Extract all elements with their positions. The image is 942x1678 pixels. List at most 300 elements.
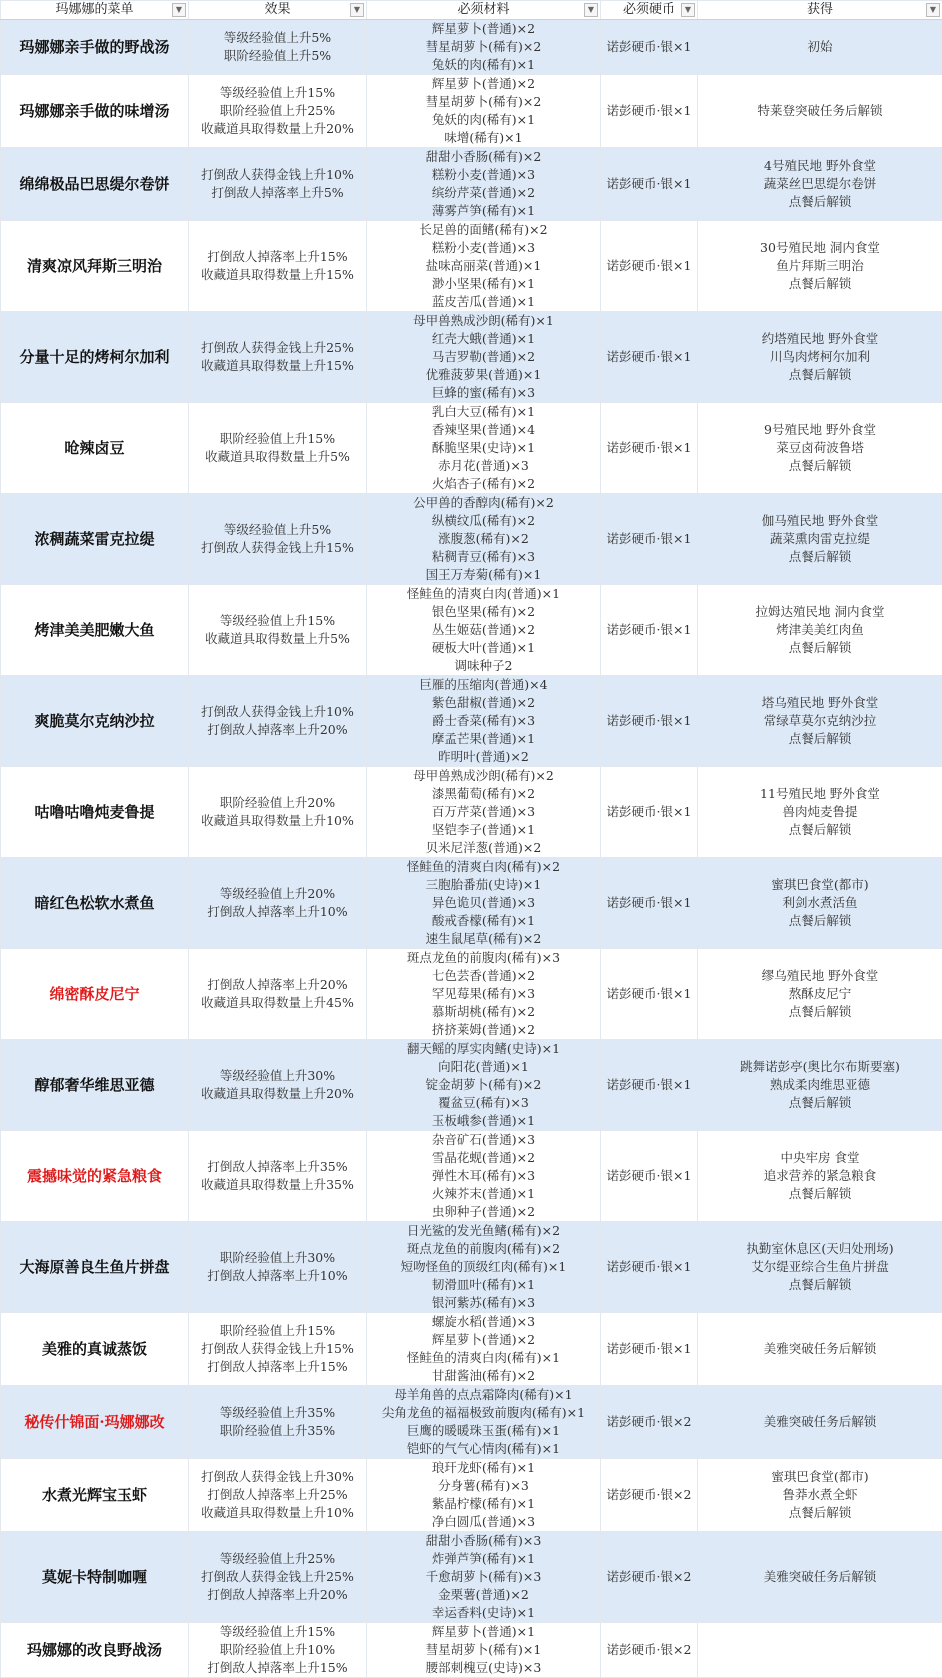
filter-dropdown-icon[interactable]: ▼: [350, 3, 364, 17]
table-row: [1, 1459, 942, 1532]
material-line: 缤纷芹菜(普通)×2: [367, 184, 600, 202]
effect-line: 收藏道具取得数量上升10%: [189, 812, 366, 830]
obtain-line: 跳舞诺彭亭(奥比尔布斯要塞): [698, 1058, 942, 1076]
materials-cell: [367, 1313, 601, 1386]
effect-line: 打倒敌人获得金钱上升25%: [189, 1568, 366, 1586]
materials-cell: [367, 767, 601, 858]
dish-name: 浓稠蔬菜雷克拉缇: [1, 494, 189, 585]
material-line: 粘稠青豆(稀有)×3: [367, 548, 600, 566]
header-materials: [367, 1, 601, 20]
coin-cell: 诺彭硬币·银×2: [601, 1459, 698, 1532]
effect-line: 职阶经验值上升35%: [189, 1422, 366, 1440]
obtain-line: 艾尔缇亚综合生鱼片拼盘: [698, 1258, 942, 1276]
obtain-line: 初始: [698, 38, 942, 56]
material-line: 短吻怪鱼的顶级红肉(稀有)×1: [367, 1258, 600, 1276]
material-line: 母甲兽熟成沙朗(稀有)×2: [367, 767, 600, 785]
material-line: 渺小坚果(稀有)×1: [367, 275, 600, 293]
table-row: [1, 403, 942, 494]
material-line: 铠虾的气气心情肉(稀有)×1: [367, 1440, 600, 1458]
dish-name: 绵密酥皮尼宁: [1, 949, 189, 1040]
header-label: 必须材料: [457, 2, 509, 17]
material-line: 尖角龙鱼的福福极致前腹肉(稀有)×1: [367, 1404, 600, 1422]
dish-name: 咕噜咕噜炖麦鲁提: [1, 767, 189, 858]
material-line: 母羊角兽的点点霜降肉(稀有)×1: [367, 1386, 600, 1404]
obtain-line: 特莱登突破任务后解锁: [698, 102, 942, 120]
material-line: 琅玕龙虾(稀有)×1: [367, 1459, 600, 1477]
obtain-cell: [698, 312, 942, 403]
material-line: 七色芸香(普通)×2: [367, 967, 600, 985]
filter-dropdown-icon[interactable]: ▼: [172, 3, 186, 17]
materials-cell: [367, 1222, 601, 1313]
dish-name: 玛娜娜的改良野战汤: [1, 1623, 189, 1678]
effect-line: 等级经验值上升15%: [189, 1623, 366, 1641]
effect-line: 职阶经验值上升5%: [189, 47, 366, 65]
material-line: 向阳花(普通)×1: [367, 1058, 600, 1076]
obtain-line: 鲁莽水煮全虾: [698, 1486, 942, 1504]
obtain-line: 点餐后解锁: [698, 193, 942, 211]
effect-line: 收藏道具取得数量上升20%: [189, 120, 366, 138]
material-line: 银河紫苏(稀有)×3: [367, 1294, 600, 1312]
effect-line: 打倒敌人掉落率上升15%: [189, 1358, 366, 1376]
filter-dropdown-icon[interactable]: ▼: [584, 3, 598, 17]
materials-cell: [367, 403, 601, 494]
effect-cell: [189, 585, 367, 676]
effect-cell: [189, 221, 367, 312]
dish-name: 绵绵极品巴思缇尔卷饼: [1, 148, 189, 221]
material-line: 净白圆瓜(普通)×3: [367, 1513, 600, 1531]
coin-cell: 诺彭硬币·银×1: [601, 1131, 698, 1222]
material-line: 玉板峨参(普通)×1: [367, 1112, 600, 1130]
material-line: 硬板大叶(普通)×1: [367, 639, 600, 657]
obtain-cell: [698, 1313, 942, 1386]
material-line: 辉星萝卜(普通)×2: [367, 1331, 600, 1349]
material-line: 罕见莓果(稀有)×3: [367, 985, 600, 1003]
dish-name: 玛娜娜亲手做的野战汤: [1, 20, 189, 75]
table-row: [1, 494, 942, 585]
filter-dropdown-icon[interactable]: ▼: [681, 3, 695, 17]
obtain-line: 菜豆卤荷波鲁塔: [698, 439, 942, 457]
material-line: 挤挤莱姆(普通)×2: [367, 1021, 600, 1039]
table-row: [1, 1623, 942, 1678]
obtain-cell: [698, 858, 942, 949]
material-line: 弹性木耳(稀有)×3: [367, 1167, 600, 1185]
obtain-line: 中央牢房 食堂: [698, 1149, 942, 1167]
effect-line: 打倒敌人掉落率上升35%: [189, 1158, 366, 1176]
effect-line: 打倒敌人掉落率上升20%: [189, 721, 366, 739]
material-line: 怪鲑鱼的清爽白肉(普通)×1: [367, 585, 600, 603]
obtain-line: 烤津美美红肉鱼: [698, 621, 942, 639]
table-row: [1, 949, 942, 1040]
effect-line: 收藏道具取得数量上升20%: [189, 1085, 366, 1103]
obtain-cell: [698, 75, 942, 148]
material-line: 甜甜小香肠(稀有)×3: [367, 1532, 600, 1550]
material-line: 味增(稀有)×1: [367, 129, 600, 147]
effect-line: 等级经验值上升15%: [189, 612, 366, 630]
obtain-line: 美雅突破任务后解锁: [698, 1568, 942, 1586]
effect-line: 打倒敌人掉落率上升10%: [189, 1267, 366, 1285]
obtain-line: 30号殖民地 洞内食堂: [698, 239, 942, 257]
material-line: 涨腹葱(稀有)×2: [367, 530, 600, 548]
header-label: 必须硬币: [623, 2, 675, 17]
effect-line: 打倒敌人获得金钱上升10%: [189, 703, 366, 721]
effect-line: 打倒敌人获得金钱上升10%: [189, 166, 366, 184]
effect-line: 等级经验值上升5%: [189, 521, 366, 539]
effect-line: 收藏道具取得数量上升45%: [189, 994, 366, 1012]
effect-cell: [189, 1313, 367, 1386]
obtain-line: 点餐后解锁: [698, 1504, 942, 1522]
materials-cell: [367, 585, 601, 676]
table-row: [1, 676, 942, 767]
header-coin: [601, 1, 698, 20]
material-line: 辉星萝卜(普通)×2: [367, 75, 600, 93]
materials-cell: [367, 858, 601, 949]
effect-cell: [189, 1222, 367, 1313]
obtain-line: 塔乌殖民地 野外食堂: [698, 694, 942, 712]
material-line: 母甲兽熟成沙朗(稀有)×1: [367, 312, 600, 330]
material-line: 幸运香料(史诗)×1: [367, 1604, 600, 1622]
table-row: [1, 75, 942, 148]
obtain-line: 执勤室休息区(天归处刑场): [698, 1240, 942, 1258]
effect-line: 打倒敌人掉落率上升10%: [189, 903, 366, 921]
effect-cell: [189, 858, 367, 949]
table-row: [1, 1040, 942, 1131]
header-label: 玛娜娜的菜单: [55, 2, 133, 17]
material-line: 酸戒香檬(稀有)×1: [367, 912, 600, 930]
header-label: 获得: [807, 2, 833, 17]
obtain-line: 点餐后解锁: [698, 1003, 942, 1021]
coin-cell: 诺彭硬币·银×2: [601, 1532, 698, 1623]
material-line: 薄雾芦笋(稀有)×1: [367, 202, 600, 220]
material-line: 三胞胎番茄(史诗)×1: [367, 876, 600, 894]
dish-name: 震撼味觉的紧急粮食: [1, 1131, 189, 1222]
obtain-line: 美雅突破任务后解锁: [698, 1340, 942, 1358]
material-line: 斑点龙鱼的前腹肉(稀有)×2: [367, 1240, 600, 1258]
materials-cell: [367, 494, 601, 585]
material-line: 红壳大蛾(普通)×1: [367, 330, 600, 348]
effect-line: 收藏道具取得数量上升35%: [189, 1176, 366, 1194]
material-line: 杂音矿石(普通)×3: [367, 1131, 600, 1149]
material-line: 辉星萝卜(普通)×1: [367, 1623, 600, 1641]
coin-cell: 诺彭硬币·银×1: [601, 148, 698, 221]
material-line: 糕粉小麦(普通)×3: [367, 166, 600, 184]
table-row: [1, 1313, 942, 1386]
dish-name: 醇郁奢华维思亚德: [1, 1040, 189, 1131]
effect-line: 职阶经验值上升15%: [189, 1322, 366, 1340]
material-line: 昨明叶(普通)×2: [367, 748, 600, 766]
materials-cell: [367, 1131, 601, 1222]
coin-cell: 诺彭硬币·银×1: [601, 75, 698, 148]
obtain-cell: [698, 403, 942, 494]
table-row: [1, 312, 942, 403]
material-line: 巨雁的压缩肉(普通)×4: [367, 676, 600, 694]
material-line: 韧滑皿叶(稀有)×1: [367, 1276, 600, 1294]
table-row: [1, 767, 942, 858]
table-row: [1, 585, 942, 676]
material-line: 赤月花(普通)×3: [367, 457, 600, 475]
effect-cell: [189, 20, 367, 75]
effect-line: 职阶经验值上升30%: [189, 1249, 366, 1267]
obtain-line: 点餐后解锁: [698, 366, 942, 384]
materials-cell: [367, 312, 601, 403]
effect-cell: [189, 148, 367, 221]
material-line: 乳白大豆(稀有)×1: [367, 403, 600, 421]
material-line: 紫色甜椒(普通)×2: [367, 694, 600, 712]
obtain-cell: [698, 494, 942, 585]
material-line: 优雅菠萝果(普通)×1: [367, 366, 600, 384]
materials-cell: [367, 221, 601, 312]
obtain-cell: [698, 585, 942, 676]
dish-name: 烤津美美肥嫩大鱼: [1, 585, 189, 676]
coin-cell: 诺彭硬币·银×1: [601, 494, 698, 585]
dish-name: 水煮光辉宝玉虾: [1, 1459, 189, 1532]
header-row: [1, 1, 942, 20]
obtain-line: 熬酥皮尼宁: [698, 985, 942, 1003]
effect-line: 打倒敌人掉落率上升25%: [189, 1486, 366, 1504]
material-line: 贝米尼洋葱(普通)×2: [367, 839, 600, 857]
obtain-cell: [698, 1040, 942, 1131]
obtain-line: 常绿草莫尔克纳沙拉: [698, 712, 942, 730]
material-line: 马吉罗勒(普通)×2: [367, 348, 600, 366]
table-row: [1, 1532, 942, 1623]
effect-cell: [189, 676, 367, 767]
obtain-line: 点餐后解锁: [698, 275, 942, 293]
effect-cell: [189, 949, 367, 1040]
filter-dropdown-icon[interactable]: ▼: [926, 3, 940, 17]
coin-cell: 诺彭硬币·银×1: [601, 221, 698, 312]
obtain-cell: [698, 767, 942, 858]
materials-cell: [367, 148, 601, 221]
effect-cell: [189, 1459, 367, 1532]
obtain-cell: [698, 1222, 942, 1313]
effect-cell: [189, 312, 367, 403]
material-line: 金栗薯(普通)×2: [367, 1586, 600, 1604]
obtain-cell: [698, 148, 942, 221]
obtain-line: 点餐后解锁: [698, 548, 942, 566]
obtain-line: 4号殖民地 野外食堂: [698, 157, 942, 175]
materials-cell: [367, 1386, 601, 1459]
table-row: [1, 1386, 942, 1459]
material-line: 坚铠李子(普通)×1: [367, 821, 600, 839]
materials-cell: [367, 20, 601, 75]
obtain-line: 熟成柔肉维思亚德: [698, 1076, 942, 1094]
obtain-line: 兽肉炖麦鲁提: [698, 803, 942, 821]
material-line: 糕粉小麦(普通)×3: [367, 239, 600, 257]
obtain-line: 蜜琪巴食堂(都市): [698, 876, 942, 894]
coin-cell: 诺彭硬币·银×1: [601, 676, 698, 767]
dish-name: 秘传什锦面·玛娜娜改: [1, 1386, 189, 1459]
effect-line: 收藏道具取得数量上升10%: [189, 1504, 366, 1522]
material-line: 覆盆豆(稀有)×3: [367, 1094, 600, 1112]
coin-cell: 诺彭硬币·银×1: [601, 767, 698, 858]
effect-cell: [189, 494, 367, 585]
effect-line: 打倒敌人获得金钱上升15%: [189, 1340, 366, 1358]
material-line: 日光鲨的发光鱼鳍(稀有)×2: [367, 1222, 600, 1240]
material-line: 香辣坚果(普通)×4: [367, 421, 600, 439]
effect-line: 打倒敌人掉落率上升20%: [189, 976, 366, 994]
obtain-line: 约塔殖民地 野外食堂: [698, 330, 942, 348]
obtain-line: 蔬菜丝巴思缇尔卷饼: [698, 175, 942, 193]
obtain-cell: [698, 1459, 942, 1532]
materials-cell: [367, 1532, 601, 1623]
header-label: 效果: [264, 2, 290, 17]
material-line: 火辣芥末(普通)×1: [367, 1185, 600, 1203]
table-row: [1, 1222, 942, 1313]
material-line: 蓝皮苦瓜(普通)×1: [367, 293, 600, 311]
effect-cell: [189, 1040, 367, 1131]
obtain-line: 点餐后解锁: [698, 1185, 942, 1203]
effect-line: 职阶经验值上升15%: [189, 430, 366, 448]
material-line: 盐味高丽菜(普通)×1: [367, 257, 600, 275]
effect-cell: [189, 1532, 367, 1623]
obtain-cell: [698, 676, 942, 767]
effect-line: 打倒敌人掉落率上升15%: [189, 248, 366, 266]
material-line: 慕斯胡桃(稀有)×2: [367, 1003, 600, 1021]
dish-name: 清爽凉风拜斯三明治: [1, 221, 189, 312]
effect-cell: [189, 75, 367, 148]
table-row: [1, 148, 942, 221]
material-line: 长足兽的面鳍(稀有)×2: [367, 221, 600, 239]
obtain-cell: [698, 949, 942, 1040]
obtain-line: 点餐后解锁: [698, 1276, 942, 1294]
effect-line: 打倒敌人获得金钱上升15%: [189, 539, 366, 557]
obtain-line: 美雅突破任务后解锁: [698, 1413, 942, 1431]
material-line: 锭金胡萝卜(稀有)×2: [367, 1076, 600, 1094]
obtain-line: 追求营养的紧急粮食: [698, 1167, 942, 1185]
material-line: 虫卵种子(普通)×2: [367, 1203, 600, 1221]
effect-line: 等级经验值上升25%: [189, 1550, 366, 1568]
effect-line: 职阶经验值上升20%: [189, 794, 366, 812]
effect-cell: [189, 767, 367, 858]
effect-line: 打倒敌人掉落率上升20%: [189, 1586, 366, 1604]
table-row: [1, 221, 942, 312]
material-line: 怪鲑鱼的清爽白肉(稀有)×1: [367, 1349, 600, 1367]
material-line: 国王万寿菊(稀有)×1: [367, 566, 600, 584]
obtain-line: 利剑水煮活鱼: [698, 894, 942, 912]
material-line: 甘甜酱油(稀有)×2: [367, 1367, 600, 1385]
coin-cell: 诺彭硬币·银×1: [601, 1222, 698, 1313]
material-line: 爵士香菜(稀有)×3: [367, 712, 600, 730]
obtain-cell: [698, 1532, 942, 1623]
dish-name: 呛辣卤豆: [1, 403, 189, 494]
coin-cell: 诺彭硬币·银×2: [601, 1386, 698, 1459]
effect-line: 等级经验值上升20%: [189, 885, 366, 903]
coin-cell: 诺彭硬币·银×1: [601, 585, 698, 676]
dish-name: 分量十足的烤柯尔加利: [1, 312, 189, 403]
obtain-line: 川鸟肉烤柯尔加利: [698, 348, 942, 366]
material-line: 怪鲑鱼的清爽白肉(稀有)×2: [367, 858, 600, 876]
coin-cell: 诺彭硬币·银×1: [601, 312, 698, 403]
coin-cell: 诺彭硬币·银×1: [601, 1040, 698, 1131]
coin-cell: 诺彭硬币·银×1: [601, 403, 698, 494]
material-line: 斑点龙鱼的前腹肉(稀有)×3: [367, 949, 600, 967]
obtain-line: 蜜琪巴食堂(都市): [698, 1468, 942, 1486]
materials-cell: [367, 75, 601, 148]
obtain-line: 蔬菜熏肉雷克拉缇: [698, 530, 942, 548]
material-line: 分身薯(稀有)×3: [367, 1477, 600, 1495]
obtain-line: 缪乌殖民地 野外食堂: [698, 967, 942, 985]
material-line: 翻天鳐的厚实肉鳍(史诗)×1: [367, 1040, 600, 1058]
obtain-line: 点餐后解锁: [698, 457, 942, 475]
table-body: [1, 20, 942, 1678]
material-line: 速生鼠尾草(稀有)×2: [367, 930, 600, 948]
table-row: [1, 858, 942, 949]
material-line: 纵横纹瓜(稀有)×2: [367, 512, 600, 530]
effect-line: 打倒敌人掉落率上升5%: [189, 184, 366, 202]
obtain-line: 鱼片拜斯三明治: [698, 257, 942, 275]
materials-cell: [367, 1459, 601, 1532]
material-line: 巨鹰的暖暖珠玉蛋(稀有)×1: [367, 1422, 600, 1440]
effect-line: 等级经验值上升30%: [189, 1067, 366, 1085]
obtain-line: 点餐后解锁: [698, 1094, 942, 1112]
dish-name: 大海原善良生鱼片拼盘: [1, 1222, 189, 1313]
coin-cell: 诺彭硬币·银×1: [601, 20, 698, 75]
effect-line: 职阶经验值上升25%: [189, 102, 366, 120]
material-line: 异色诡贝(普通)×3: [367, 894, 600, 912]
effect-line: 等级经验值上升15%: [189, 84, 366, 102]
header-menu: [1, 1, 189, 20]
coin-cell: 诺彭硬币·银×1: [601, 949, 698, 1040]
material-line: 公甲兽的香醇肉(稀有)×2: [367, 494, 600, 512]
effect-line: 打倒敌人获得金钱上升30%: [189, 1468, 366, 1486]
obtain-line: 11号殖民地 野外食堂: [698, 785, 942, 803]
dish-name: 美雅的真诚蒸饭: [1, 1313, 189, 1386]
obtain-cell: [698, 1623, 942, 1678]
obtain-cell: [698, 1131, 942, 1222]
material-line: 彗星胡萝卜(稀有)×2: [367, 93, 600, 111]
dish-name: 暗红色松软水煮鱼: [1, 858, 189, 949]
effect-line: 打倒敌人获得金钱上升25%: [189, 339, 366, 357]
dish-name: 莫妮卡特制咖喱: [1, 1532, 189, 1623]
material-line: 紫晶柠檬(稀有)×1: [367, 1495, 600, 1513]
obtain-line: 伽马殖民地 野外食堂: [698, 512, 942, 530]
effect-line: 打倒敌人掉落率上升15%: [189, 1659, 366, 1677]
material-line: 炸弹芦笋(稀有)×1: [367, 1550, 600, 1568]
effect-cell: [189, 1386, 367, 1459]
effect-line: 职阶经验值上升10%: [189, 1641, 366, 1659]
obtain-line: 点餐后解锁: [698, 912, 942, 930]
effect-line: 收藏道具取得数量上升15%: [189, 266, 366, 284]
materials-cell: [367, 1040, 601, 1131]
obtain-line: 9号殖民地 野外食堂: [698, 421, 942, 439]
materials-cell: [367, 676, 601, 767]
effect-line: 等级经验值上升5%: [189, 29, 366, 47]
obtain-cell: [698, 1386, 942, 1459]
material-line: 丛生姬菇(普通)×2: [367, 621, 600, 639]
effect-line: 等级经验值上升35%: [189, 1404, 366, 1422]
header-obtain: [698, 1, 942, 20]
effect-line: 收藏道具取得数量上升5%: [189, 630, 366, 648]
material-line: 腰部刺槐豆(史诗)×3: [367, 1659, 600, 1677]
material-line: 火焰杏子(稀有)×2: [367, 475, 600, 493]
obtain-line: 点餐后解锁: [698, 639, 942, 657]
material-line: 兔妖的肉(稀有)×1: [367, 111, 600, 129]
effect-line: 收藏道具取得数量上升5%: [189, 448, 366, 466]
material-line: 甜甜小香肠(稀有)×2: [367, 148, 600, 166]
obtain-cell: [698, 20, 942, 75]
materials-cell: [367, 1623, 601, 1678]
material-line: 兔妖的肉(稀有)×1: [367, 56, 600, 74]
material-line: 螺旋水稻(普通)×3: [367, 1313, 600, 1331]
material-line: 雪晶花蚬(普通)×2: [367, 1149, 600, 1167]
coin-cell: 诺彭硬币·银×1: [601, 1313, 698, 1386]
material-line: 摩孟芒果(普通)×1: [367, 730, 600, 748]
coin-cell: 诺彭硬币·银×2: [601, 1623, 698, 1678]
coin-cell: 诺彭硬币·银×1: [601, 858, 698, 949]
material-line: 漆黑葡萄(稀有)×2: [367, 785, 600, 803]
obtain-cell: [698, 221, 942, 312]
dish-name: 玛娜娜亲手做的味增汤: [1, 75, 189, 148]
material-line: 银色坚果(稀有)×2: [367, 603, 600, 621]
